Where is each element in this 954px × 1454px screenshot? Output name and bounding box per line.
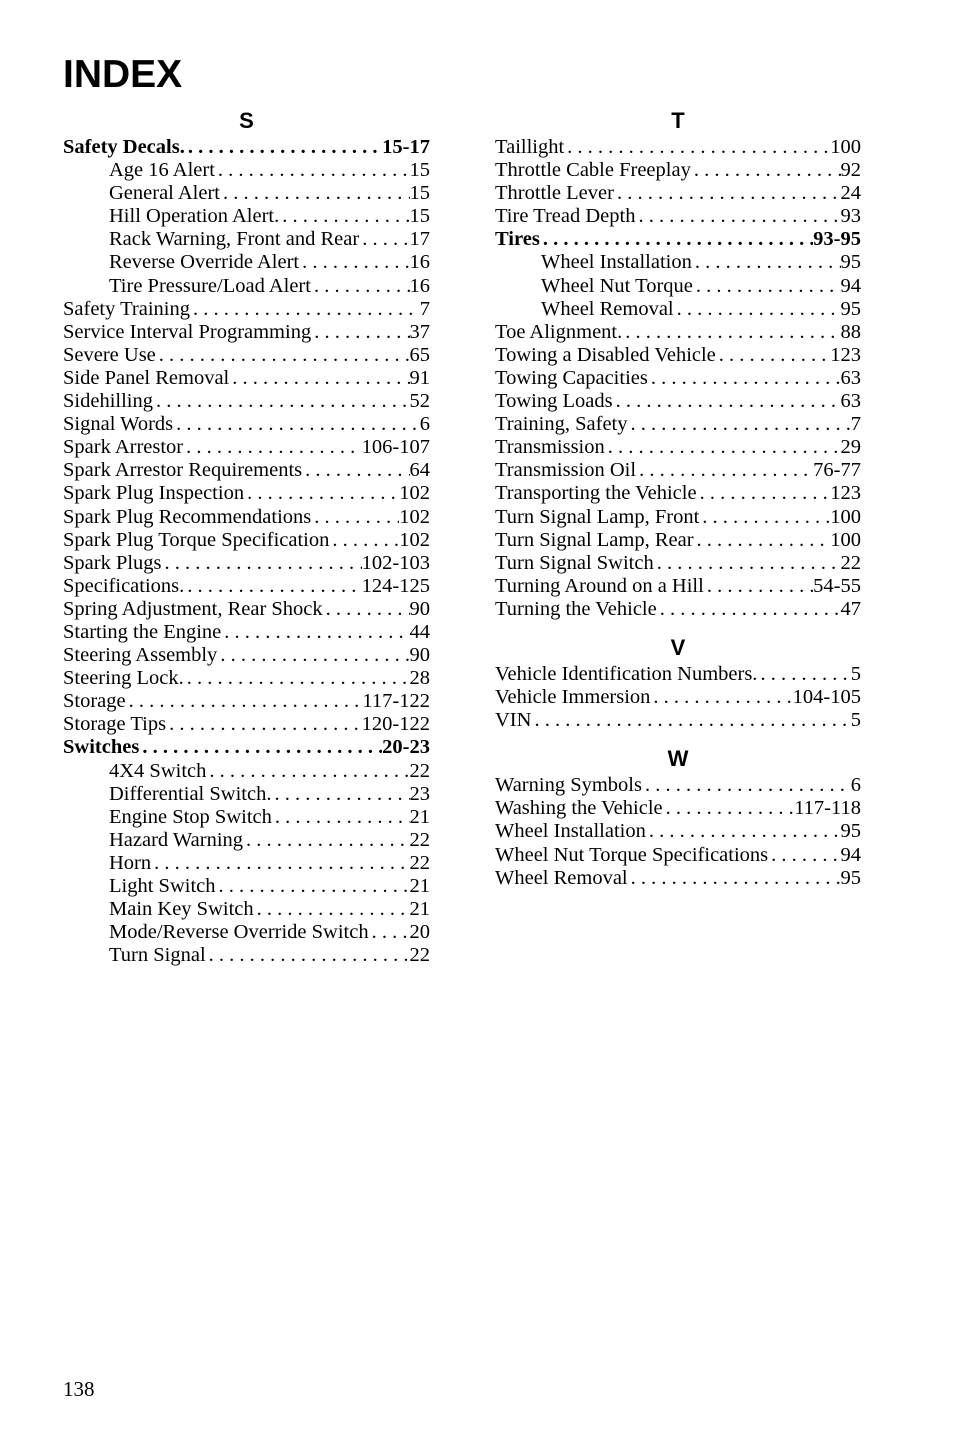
entry-page-ref: 88 xyxy=(840,320,861,343)
entry-label: Horn xyxy=(109,851,152,874)
entry-label: Spark Plug Torque Specification xyxy=(63,528,330,551)
dot-leader xyxy=(697,482,831,505)
entry-label: Spring Adjustment, Rear Shock xyxy=(63,597,323,620)
index-entry xyxy=(63,598,430,621)
entry-label: Turn Signal Switch xyxy=(495,551,654,574)
index-subentry xyxy=(63,875,430,898)
index-entry xyxy=(63,552,430,575)
dot-leader xyxy=(359,228,409,251)
dot-leader xyxy=(279,205,409,228)
entry-page-ref: 102 xyxy=(399,482,430,505)
entry-page-ref: 65 xyxy=(409,343,430,366)
entry-page-ref: 47 xyxy=(840,597,861,620)
index-subentry xyxy=(495,251,861,274)
index-entry xyxy=(63,621,430,644)
entry-label: Throttle Lever xyxy=(495,182,614,205)
entry-page-ref: 100 xyxy=(830,136,861,158)
entry-label: Toe Alignment. xyxy=(495,320,623,343)
index-subentry xyxy=(63,829,430,852)
index-column-right xyxy=(495,106,861,890)
index-section xyxy=(495,744,861,889)
dot-leader xyxy=(692,251,841,274)
dot-leader xyxy=(156,344,410,367)
entry-page-ref: 24 xyxy=(840,182,861,205)
dot-leader xyxy=(166,713,362,736)
entry-label: Main Key Switch xyxy=(109,898,254,921)
dot-leader xyxy=(693,275,841,298)
index-entry xyxy=(495,205,861,228)
entry-label: Differential Switch. xyxy=(109,782,272,805)
entry-label: Transporting the Vehicle xyxy=(495,482,697,505)
entry-label: Transmission xyxy=(495,436,605,459)
entry-label: Safety Training xyxy=(63,297,190,320)
section-letter-heading: W xyxy=(667,746,689,772)
dot-leader xyxy=(206,760,409,783)
index-entry xyxy=(495,867,861,890)
entry-label: Vehicle Identification Numbers. xyxy=(495,662,758,685)
entry-label: 4X4 Switch xyxy=(109,759,207,782)
index-entry xyxy=(63,298,430,321)
dot-leader xyxy=(622,321,840,344)
entry-page-ref: 63 xyxy=(840,366,861,389)
entry-page-ref: 123 xyxy=(830,343,861,366)
entry-page-ref: 23 xyxy=(409,782,430,805)
index-entry xyxy=(495,228,861,251)
entry-page-ref: 76-77 xyxy=(813,459,861,482)
entry-label: Wheel Nut Torque xyxy=(541,274,693,297)
entry-page-ref: 15 xyxy=(409,182,430,205)
index-subentry xyxy=(63,182,430,205)
entry-label: Towing Loads xyxy=(495,390,613,413)
index-entry xyxy=(63,667,430,690)
entry-label: Steering Assembly xyxy=(63,644,218,667)
dot-leader xyxy=(369,921,410,944)
index-entry xyxy=(495,575,861,598)
entry-page-ref: 21 xyxy=(409,805,430,828)
entry-page-ref: 21 xyxy=(409,875,430,897)
entry-label: Safety Decals. xyxy=(63,136,185,158)
index-subentry xyxy=(63,944,430,967)
entry-page-ref: 95 xyxy=(840,297,861,320)
dot-leader xyxy=(184,575,361,598)
dot-leader xyxy=(299,251,409,274)
dot-leader xyxy=(613,390,841,413)
entry-label: Tire Tread Depth xyxy=(495,205,636,228)
index-subentry xyxy=(63,806,430,829)
entry-page-ref: 92 xyxy=(840,159,861,182)
entry-label: Rack Warning, Front and Rear xyxy=(109,228,360,251)
entry-label: Light Switch xyxy=(109,875,216,897)
entry-label: Towing a Disabled Vehicle xyxy=(495,343,716,366)
dot-leader xyxy=(540,228,813,251)
page-title: INDEX xyxy=(63,53,183,96)
entry-label: Age 16 Alert xyxy=(109,159,215,182)
dot-leader xyxy=(254,898,410,921)
entry-label: Specifications. xyxy=(63,574,185,597)
index-entry xyxy=(495,344,861,367)
dot-leader xyxy=(217,644,409,667)
index-entry xyxy=(495,797,861,820)
entry-label: Signal Words xyxy=(63,413,174,436)
dot-leader xyxy=(323,598,410,621)
index-entry xyxy=(495,482,861,505)
index-entry xyxy=(63,506,430,529)
index-entry xyxy=(495,686,861,709)
entry-label: Engine Stop Switch xyxy=(109,805,272,828)
entry-page-ref: 90 xyxy=(409,644,430,667)
dot-leader xyxy=(628,867,841,890)
entry-page-ref: 106-107 xyxy=(361,436,430,459)
entry-page-ref: 20 xyxy=(409,921,430,944)
section-letter-heading: V xyxy=(670,634,686,660)
entry-label: Reverse Override Alert xyxy=(109,251,300,274)
entry-page-ref: 20-23 xyxy=(382,736,430,759)
entry-label: Wheel Removal xyxy=(495,866,628,889)
dot-leader xyxy=(185,136,382,159)
dot-leader xyxy=(650,686,792,709)
entry-page-ref: 94 xyxy=(840,274,861,297)
dot-leader xyxy=(657,598,841,621)
entry-page-ref: 29 xyxy=(840,436,861,459)
entry-page-ref: 54-55 xyxy=(813,574,861,597)
index-entry xyxy=(495,459,861,482)
entry-page-ref: 16 xyxy=(409,251,430,274)
page-number: 138 xyxy=(63,1377,95,1401)
dot-leader xyxy=(329,529,399,552)
index-entry xyxy=(495,159,861,182)
dot-leader xyxy=(206,944,410,967)
entry-label: Hazard Warning xyxy=(109,828,244,851)
entry-page-ref: 15 xyxy=(409,159,430,182)
entry-page-ref: 37 xyxy=(409,320,430,343)
index-entry xyxy=(63,644,430,667)
entry-page-ref: 15 xyxy=(409,205,430,228)
entry-label: Transmission Oil xyxy=(495,459,637,482)
index-subentry xyxy=(495,275,861,298)
entry-label: Turning the Vehicle xyxy=(495,597,657,620)
entry-page-ref: 63 xyxy=(840,390,861,413)
entry-page-ref: 6 xyxy=(850,774,861,797)
dot-leader xyxy=(636,459,813,482)
dot-leader xyxy=(221,621,409,644)
index-section xyxy=(63,106,430,967)
entry-page-ref: 117-118 xyxy=(794,797,861,820)
index-entry xyxy=(495,182,861,205)
entry-page-ref: 100 xyxy=(830,528,861,551)
dot-leader xyxy=(699,506,830,529)
index-entry xyxy=(63,529,430,552)
entry-page-ref: 117-122 xyxy=(362,690,430,713)
entry-label: Service Interval Programming xyxy=(63,320,312,343)
dot-leader xyxy=(691,159,841,182)
entry-label: Storage Tips xyxy=(63,713,167,736)
index-entry xyxy=(495,709,861,732)
entry-label: Turn Signal xyxy=(109,944,206,967)
entry-page-ref: 93 xyxy=(840,205,861,228)
entry-label: Severe Use xyxy=(63,343,156,366)
dot-leader xyxy=(272,806,410,829)
entry-page-ref: 124-125 xyxy=(361,574,430,597)
entry-page-ref: 22 xyxy=(409,828,430,851)
entry-label: Wheel Installation xyxy=(541,251,692,274)
entry-label: Washing the Vehicle xyxy=(495,797,663,820)
entry-page-ref: 22 xyxy=(840,551,861,574)
index-entry xyxy=(495,367,861,390)
dot-leader xyxy=(183,436,362,459)
index-entry xyxy=(63,136,430,159)
entry-label: Spark Plug Inspection xyxy=(63,482,245,505)
entry-label: Mode/Reverse Override Switch xyxy=(109,921,369,944)
dot-leader xyxy=(311,506,399,529)
dot-leader xyxy=(716,344,830,367)
index-entry xyxy=(495,529,861,552)
index-entry xyxy=(495,321,861,344)
index-entry xyxy=(63,736,430,759)
index-subentry xyxy=(63,921,430,944)
entry-label: Turn Signal Lamp, Front xyxy=(495,505,700,528)
entry-page-ref: 91 xyxy=(409,366,430,389)
index-section xyxy=(495,633,861,732)
index-entry xyxy=(495,136,861,159)
entry-label: Sidehilling xyxy=(63,390,153,413)
dot-leader xyxy=(162,552,362,575)
dot-leader xyxy=(190,298,420,321)
entry-page-ref: 102-103 xyxy=(361,551,430,574)
entry-page-ref: 93-95 xyxy=(813,228,861,251)
entry-label: Side Panel Removal xyxy=(63,366,230,389)
dot-leader xyxy=(628,413,851,436)
index-entry xyxy=(63,390,430,413)
entry-label: Spark Arrestor xyxy=(63,436,184,459)
dot-leader xyxy=(311,321,409,344)
entry-page-ref: 22 xyxy=(409,944,430,967)
dot-leader xyxy=(605,436,841,459)
dot-leader xyxy=(184,667,410,690)
index-entry xyxy=(63,436,430,459)
entry-label: Spark Plug Recommendations xyxy=(63,505,312,528)
index-subentry xyxy=(63,898,430,921)
dot-leader xyxy=(215,159,410,182)
index-entry xyxy=(63,482,430,505)
entry-label: Wheel Removal xyxy=(541,297,674,320)
dot-leader xyxy=(694,529,831,552)
entry-page-ref: 52 xyxy=(409,390,430,413)
dot-leader xyxy=(229,367,409,390)
entry-page-ref: 104-105 xyxy=(792,686,861,709)
index-entry xyxy=(63,413,430,436)
dot-leader xyxy=(173,413,420,436)
index-entry xyxy=(495,820,861,843)
entry-label: Taillight xyxy=(495,136,565,158)
entry-label: Training, Safety xyxy=(495,413,628,436)
entry-page-ref: 16 xyxy=(409,274,430,297)
index-entry xyxy=(63,344,430,367)
entry-page-ref: 102 xyxy=(399,528,430,551)
section-letter-heading: T xyxy=(671,108,685,133)
index-entry xyxy=(63,713,430,736)
entry-page-ref: 95 xyxy=(840,251,861,274)
entry-page-ref: 6 xyxy=(419,413,430,436)
index-subentry xyxy=(63,228,430,251)
dot-leader xyxy=(220,182,410,205)
entry-label: Storage xyxy=(63,690,126,713)
entry-page-ref: 22 xyxy=(409,851,430,874)
entry-label: Tires xyxy=(495,228,540,251)
index-entry xyxy=(495,436,861,459)
entry-page-ref: 44 xyxy=(409,620,430,643)
index-column-left xyxy=(63,106,430,967)
entry-label: Towing Capacities xyxy=(495,366,648,389)
entry-page-ref: 22 xyxy=(409,759,430,782)
dot-leader xyxy=(635,205,840,228)
index-section xyxy=(495,106,861,621)
index-entry xyxy=(495,552,861,575)
entry-label: Tire Pressure/Load Alert xyxy=(109,274,311,297)
dot-leader xyxy=(757,663,850,686)
dot-leader xyxy=(302,459,409,482)
index-subentry xyxy=(63,760,430,783)
dot-leader xyxy=(642,774,851,797)
entry-label: Turn Signal Lamp, Rear xyxy=(495,528,694,551)
entry-page-ref: 15-17 xyxy=(382,136,430,158)
index-entry xyxy=(495,506,861,529)
dot-leader xyxy=(271,783,409,806)
entry-page-ref: 5 xyxy=(850,662,861,685)
entry-page-ref: 64 xyxy=(409,459,430,482)
entry-page-ref: 17 xyxy=(409,228,430,251)
entry-label: Starting the Engine xyxy=(63,620,222,643)
index-entry xyxy=(495,774,861,797)
index-entry xyxy=(495,663,861,686)
entry-page-ref: 100 xyxy=(830,505,861,528)
dot-leader xyxy=(153,390,410,413)
entry-label: Spark Arrestor Requirements xyxy=(63,459,303,482)
index-entry xyxy=(63,367,430,390)
dot-leader xyxy=(139,736,382,759)
entry-page-ref: 102 xyxy=(399,505,430,528)
entry-label: Wheel Nut Torque Specifications xyxy=(495,843,769,866)
dot-leader xyxy=(311,275,410,298)
entry-label: General Alert xyxy=(109,182,220,205)
dot-leader xyxy=(614,182,841,205)
entry-label: Spark Plugs xyxy=(63,551,162,574)
dot-leader xyxy=(648,367,841,390)
entry-label: Vehicle Immersion xyxy=(495,686,651,709)
section-letter-heading: S xyxy=(239,108,254,133)
entry-page-ref: 28 xyxy=(409,667,430,690)
index-entry xyxy=(63,321,430,344)
entry-page-ref: 94 xyxy=(840,843,861,866)
entry-label: Throttle Cable Freeplay xyxy=(495,159,691,182)
index-subentry xyxy=(63,783,430,806)
entry-label: Turning Around on a Hill xyxy=(495,574,704,597)
entry-label: Wheel Installation xyxy=(495,820,646,843)
dot-leader xyxy=(215,875,409,898)
dot-leader xyxy=(531,709,850,732)
dot-leader xyxy=(126,690,363,713)
entry-page-ref: 90 xyxy=(409,597,430,620)
entry-page-ref: 7 xyxy=(419,297,430,320)
entry-page-ref: 7 xyxy=(850,413,861,436)
index-entry xyxy=(63,459,430,482)
dot-leader xyxy=(244,482,399,505)
index-subentry xyxy=(63,852,430,875)
index-subentry xyxy=(63,205,430,228)
index-subentry xyxy=(63,159,430,182)
index-entry xyxy=(495,390,861,413)
index-entry xyxy=(495,598,861,621)
index-subentry xyxy=(495,298,861,321)
entry-label: Switches xyxy=(63,736,140,759)
index-subentry xyxy=(63,251,430,274)
entry-page-ref: 21 xyxy=(409,898,430,921)
dot-leader xyxy=(151,852,409,875)
entry-page-ref: 120-122 xyxy=(361,713,430,736)
dot-leader xyxy=(654,552,841,575)
entry-page-ref: 123 xyxy=(830,482,861,505)
index-entry xyxy=(495,844,861,867)
dot-leader xyxy=(663,797,795,820)
dot-leader xyxy=(674,298,841,321)
entry-page-ref: 5 xyxy=(850,709,861,732)
entry-label: Hill Operation Alert. xyxy=(109,205,280,228)
entry-page-ref: 95 xyxy=(840,820,861,843)
entry-label: Steering Lock. xyxy=(63,667,184,690)
index-entry xyxy=(63,690,430,713)
index-subentry xyxy=(63,275,430,298)
index-entry xyxy=(495,413,861,436)
dot-leader xyxy=(243,829,409,852)
index-entry xyxy=(63,575,430,598)
dot-leader xyxy=(704,575,813,598)
entry-page-ref: 95 xyxy=(840,866,861,889)
dot-leader xyxy=(646,820,841,843)
entry-label: VIN xyxy=(495,709,532,732)
dot-leader xyxy=(768,844,840,867)
dot-leader xyxy=(564,136,830,159)
entry-label: Warning Symbols xyxy=(495,774,642,797)
